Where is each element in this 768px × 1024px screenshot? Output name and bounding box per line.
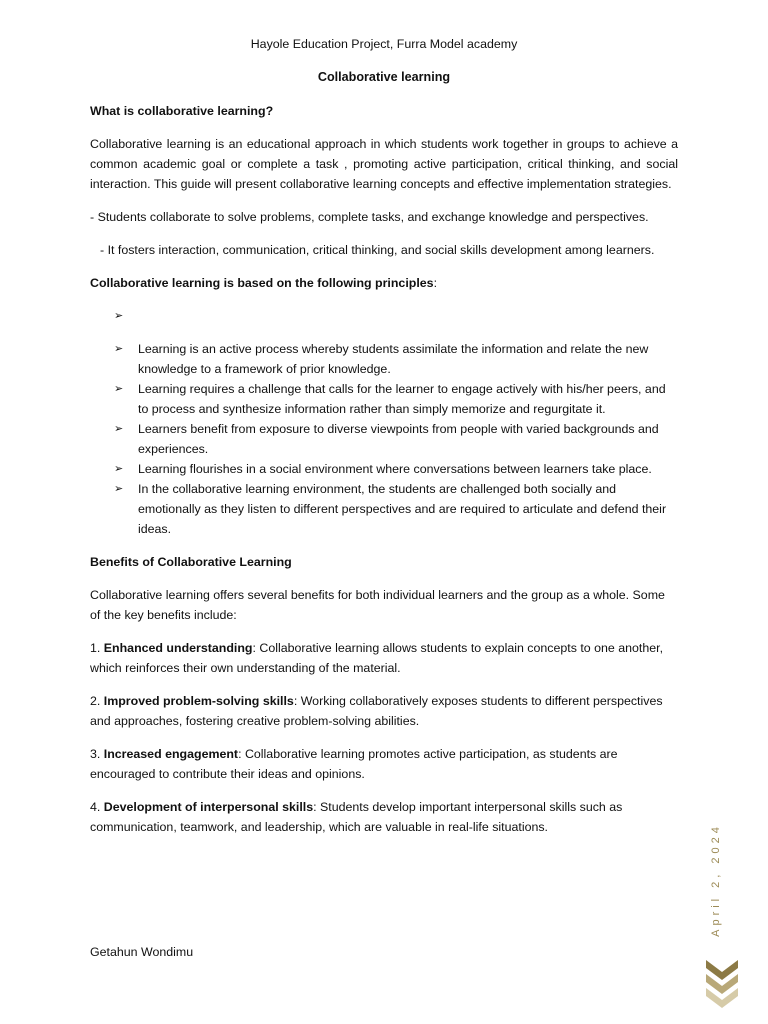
benefit-item (90, 638, 678, 678)
principles-heading-text: Collaborative learning is based on the following principles (90, 276, 434, 290)
date-text: April 2, 2024 (710, 823, 722, 937)
principles-list (90, 306, 678, 539)
document-title: Collaborative learning (317, 70, 451, 84)
benefit-text: : Collaborative learning promotes active participation, as students are encouraged to contribute their ideas and opinions. (90, 747, 618, 781)
author-name: Getahun Wondimu (90, 945, 194, 959)
benefit-item (90, 797, 678, 837)
benefit-text: : Collaborative learning allows students to explain concepts to one another, which reinforces their own understanding of the material. (90, 641, 664, 675)
arrow-bullet-icon: ➢ (114, 383, 124, 395)
section-heading-what-is: What is collaborative learning? (90, 104, 274, 118)
arrow-bullet-icon: ➢ (114, 463, 124, 475)
principles-heading-colon: : (433, 276, 438, 290)
benefit-term: Enhanced understanding (103, 641, 253, 655)
intro-point-1: - Students collaborate to solve problems, complete tasks, and exchange knowledge and perspectives. (90, 210, 649, 224)
list-item (90, 479, 678, 539)
benefit-item (90, 691, 678, 731)
document-header: Hayole Education Project, Furra Model academy (250, 37, 518, 51)
principle-text: Learners benefit from exposure to diverse viewpoints from people with varied backgrounds and experiences. (138, 422, 659, 456)
list-item (90, 339, 678, 379)
list-item (90, 379, 678, 419)
intro-paragraph: Collaborative learning is an educational approach in which students work together in groups to achieve a common academic goal or complete a task , promoting active participation, critical thinking, and social interaction. This guide will present collaborative learning concepts and effective implementation strategies. (90, 137, 678, 191)
benefit-text: : Working collaboratively exposes students to different perspectives and approaches, fostering creative problem-solving abilities. (90, 694, 663, 728)
principle-text: Learning is an active process whereby students assimilate the information and relate the new knowledge to a framework of prior knowledge. (138, 342, 649, 376)
document-body (90, 101, 678, 850)
arrow-bullet-icon: ➢ (114, 343, 124, 355)
benefit-number: 1. (90, 641, 104, 655)
chevron-down-icon (704, 958, 740, 1010)
benefit-number: 3. (90, 747, 104, 761)
section-heading-benefits: Benefits of Collaborative Learning (90, 555, 292, 569)
side-date (704, 820, 728, 940)
principle-text: In the collaborative learning environment, the students are challenged both socially and emotionally as they listen to different perspectives and are required to articulate and defend their ideas. (138, 482, 667, 536)
arrow-bullet-icon: ➢ (114, 310, 124, 322)
principle-text: Learning flourishes in a social environment where conversations between learners take place. (138, 462, 652, 476)
list-item-empty (90, 306, 678, 326)
benefit-term: Increased engagement (103, 747, 239, 761)
benefit-term: Improved problem-solving skills (103, 694, 294, 708)
arrow-bullet-icon: ➢ (114, 423, 124, 435)
list-item (90, 419, 678, 459)
chevron-top (706, 960, 738, 980)
benefits-intro: Collaborative learning offers several benefits for both individual learners and the group as a whole. Some of the key benefits include: (90, 588, 665, 622)
section-heading-principles (90, 273, 678, 293)
list-item (90, 459, 678, 479)
benefits-list (90, 638, 678, 837)
intro-point-2: - It fosters interaction, communication, critical thinking, and social skills development among learners. (100, 243, 655, 257)
principle-text: Learning requires a challenge that calls for the learner to engage actively with his/her peers, and to process and synthesize information rather than simply memorize and regurgitate it. (138, 382, 666, 416)
benefit-text: : Students develop important interpersonal skills such as communication, teamwork, and leadership, which are valuable in real-life situations. (90, 800, 623, 834)
benefit-term: Development of interpersonal skills (103, 800, 314, 814)
benefit-number: 2. (90, 694, 104, 708)
benefit-item (90, 744, 678, 784)
benefit-number: 4. (90, 800, 104, 814)
arrow-bullet-icon: ➢ (114, 483, 124, 495)
